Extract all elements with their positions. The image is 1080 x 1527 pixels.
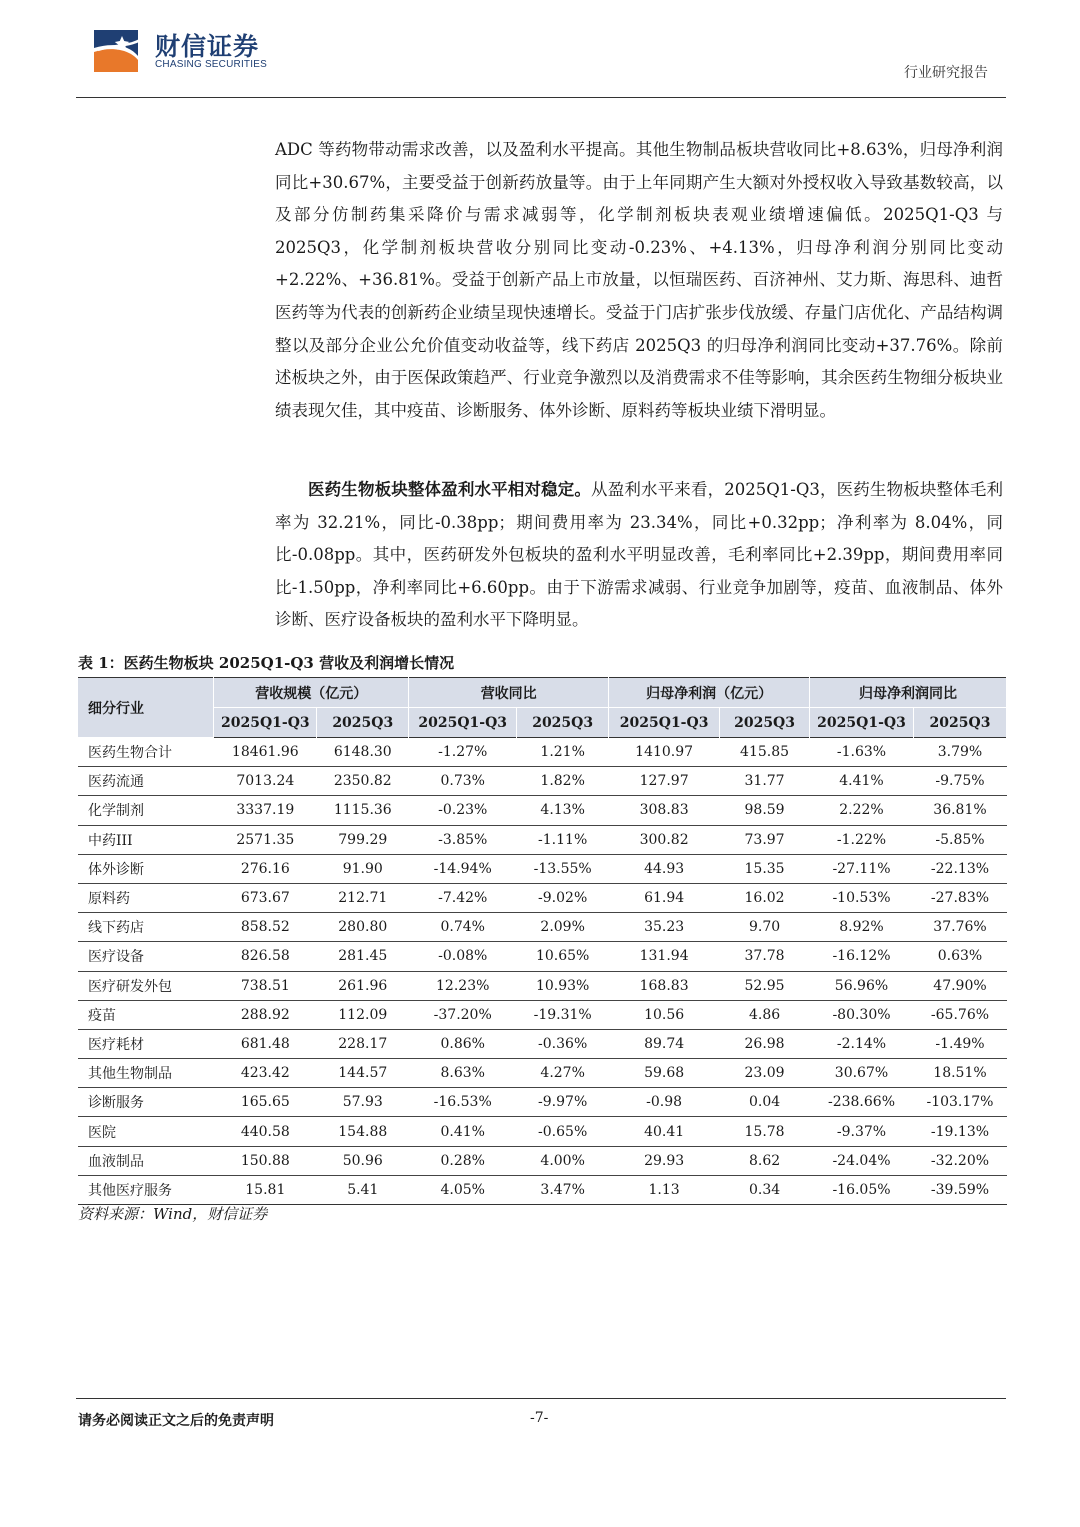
page-header: [0, 0, 1080, 100]
period-header: 2025Q3: [517, 708, 609, 738]
value-cell: 26.98: [720, 1029, 810, 1058]
value-cell: -0.98: [609, 1088, 720, 1117]
period-header: 2025Q3: [913, 708, 1006, 738]
value-cell: -65.76%: [913, 1000, 1006, 1029]
value-cell: 150.88: [214, 1146, 317, 1175]
period-header: 2025Q1-Q3: [810, 708, 914, 738]
value-cell: 738.51: [214, 971, 317, 1000]
value-cell: 4.86: [720, 1000, 810, 1029]
value-cell: -2.14%: [810, 1029, 914, 1058]
paragraph-2-body: 从盈利水平来看，2025Q1-Q3，医药生物板块整体毛利率为 32.21%，同比-0.38pp；期间费用率为 23.34%，同比+0.32pp；净利率为 8.04%，同比-0.08pp。其中，医药研发外包板块的盈利水平明显改善，毛利率同比+2.39pp，期间费用率同比-1.50pp，净利率同比+6.60pp。由于下游需求减弱、行业竞争加剧等，疫苗、血液制品、体外诊断、医疗设备板块的盈利水平下降明显。: [275, 480, 1004, 630]
value-cell: -0.36%: [517, 1029, 609, 1058]
period-header: 2025Q1-Q3: [409, 708, 517, 738]
value-cell: 57.93: [317, 1088, 409, 1117]
industry-name-cell: 医疗研发外包: [78, 971, 214, 1000]
value-cell: 50.96: [317, 1146, 409, 1175]
paragraph-2-lead: 医药生物板块整体盈利水平相对稳定。: [308, 480, 592, 499]
value-cell: -80.30%: [810, 1000, 914, 1029]
value-cell: 9.70: [720, 913, 810, 942]
period-header: 2025Q1-Q3: [609, 708, 720, 738]
brand-name-cn: 财信证券: [155, 32, 260, 61]
group-header-revenue-yoy: 营收同比: [409, 678, 609, 708]
value-cell: -27.83%: [913, 883, 1006, 912]
group-header-revenue: 营收规模（亿元）: [214, 678, 409, 708]
value-cell: 1410.97: [609, 738, 720, 767]
industry-name-cell: 中药III: [78, 825, 214, 854]
value-cell: -7.42%: [409, 883, 517, 912]
value-cell: -27.11%: [810, 854, 914, 883]
value-cell: 4.05%: [409, 1175, 517, 1204]
value-cell: -1.22%: [810, 825, 914, 854]
industry-name-cell: 医药流通: [78, 767, 214, 796]
value-cell: -19.13%: [913, 1117, 1006, 1146]
period-header: 2025Q3: [720, 708, 810, 738]
table-row: [78, 883, 1007, 912]
value-cell: 2571.35: [214, 825, 317, 854]
value-cell: 18.51%: [913, 1059, 1006, 1088]
value-cell: 59.68: [609, 1059, 720, 1088]
industry-name-cell: 诊断服务: [78, 1088, 214, 1117]
brand-name-en: CHASING SECURITIES: [155, 59, 267, 70]
value-cell: 29.93: [609, 1146, 720, 1175]
value-cell: 1.82%: [517, 767, 609, 796]
table-row: [78, 913, 1007, 942]
value-cell: -9.97%: [517, 1088, 609, 1117]
value-cell: 23.09: [720, 1059, 810, 1088]
value-cell: 0.04: [720, 1088, 810, 1117]
value-cell: 10.65%: [517, 942, 609, 971]
value-cell: 276.16: [214, 854, 317, 883]
value-cell: 56.96%: [810, 971, 914, 1000]
value-cell: -32.20%: [913, 1146, 1006, 1175]
industry-name-cell: 医院: [78, 1117, 214, 1146]
table-row: [78, 738, 1007, 767]
value-cell: 3.47%: [517, 1175, 609, 1204]
value-cell: 37.78: [720, 942, 810, 971]
value-cell: -1.11%: [517, 825, 609, 854]
value-cell: 280.80: [317, 913, 409, 942]
value-cell: -0.08%: [409, 942, 517, 971]
value-cell: 6148.30: [317, 738, 409, 767]
value-cell: 154.88: [317, 1117, 409, 1146]
column-header-industry: 细分行业: [78, 678, 214, 738]
value-cell: -16.05%: [810, 1175, 914, 1204]
value-cell: 858.52: [214, 913, 317, 942]
value-cell: 673.67: [214, 883, 317, 912]
industry-name-cell: 化学制剂: [78, 796, 214, 825]
industry-name-cell: 其他医疗服务: [78, 1175, 214, 1204]
table-row: [78, 1146, 1007, 1175]
value-cell: -238.66%: [810, 1088, 914, 1117]
body-paragraph-2: [275, 474, 1003, 637]
report-type-label: 行业研究报告: [904, 65, 988, 81]
body-paragraph-1: ADC 等药物带动需求改善，以及盈利水平提高。其他生物制品板块营收同比+8.63%，归母净利润同比+30.67%，主要受益于创新药放量等。由于上年同期产生大额对外授权收入导致基数较高，以及部分仿制药集采降价与需求减弱等，化学制剂板块表观业绩增速偏低。2025Q1-Q3 与 2025Q3，化学制剂板块营收分别同比变动-0.23%、+4.13%，归母净利润分别同比变动+2.22%、+36.81%。受益于创新产品上市放量，以恒瑞医药、百济神州、艾力斯、海思科、迪哲医药等为代表的创新药企业绩呈现快速增长。受益于门店扩张步伐放缓、存量门店优化、产品结构调整以及部分企业公允价值变动收益等，线下药店 2025Q3 的归母净利润同比变动+37.76%。除前述板块之外，由于医保政策趋严、行业竞争激烈以及消费需求不佳等影响，其余医药生物细分板块业绩表现欠佳，其中疫苗、诊断服务、体外诊断、原料药等板块业绩下滑明显。: [275, 140, 1003, 420]
table-row: [78, 825, 1007, 854]
disclaimer-note: 请务必阅读正文之后的免责声明: [78, 1413, 274, 1429]
value-cell: 10.93%: [517, 971, 609, 1000]
table-row: [78, 942, 1007, 971]
value-cell: 165.65: [214, 1088, 317, 1117]
value-cell: 308.83: [609, 796, 720, 825]
value-cell: 423.42: [214, 1059, 317, 1088]
value-cell: 0.28%: [409, 1146, 517, 1175]
value-cell: 2.22%: [810, 796, 914, 825]
value-cell: 1115.36: [317, 796, 409, 825]
value-cell: -9.75%: [913, 767, 1006, 796]
industry-growth-table: [78, 677, 1007, 1205]
value-cell: 10.56: [609, 1000, 720, 1029]
industry-name-cell: 线下药店: [78, 913, 214, 942]
value-cell: 4.41%: [810, 767, 914, 796]
value-cell: 826.58: [214, 942, 317, 971]
value-cell: -3.85%: [409, 825, 517, 854]
industry-name-cell: 医疗耗材: [78, 1029, 214, 1058]
value-cell: 131.94: [609, 942, 720, 971]
value-cell: 2350.82: [317, 767, 409, 796]
footer-divider: [76, 1398, 1006, 1399]
value-cell: 440.58: [214, 1117, 317, 1146]
industry-name-cell: 医药生物合计: [78, 738, 214, 767]
value-cell: -9.02%: [517, 883, 609, 912]
value-cell: -0.23%: [409, 796, 517, 825]
table-caption: 表 1：医药生物板块 2025Q1-Q3 营收及利润增长情况: [78, 654, 455, 672]
value-cell: -19.31%: [517, 1000, 609, 1029]
value-cell: 40.41: [609, 1117, 720, 1146]
value-cell: 16.02: [720, 883, 810, 912]
value-cell: 300.82: [609, 825, 720, 854]
value-cell: 1.21%: [517, 738, 609, 767]
value-cell: 3337.19: [214, 796, 317, 825]
value-cell: -1.27%: [409, 738, 517, 767]
value-cell: 112.09: [317, 1000, 409, 1029]
value-cell: 4.13%: [517, 796, 609, 825]
value-cell: 228.17: [317, 1029, 409, 1058]
value-cell: 52.95: [720, 971, 810, 1000]
value-cell: 144.57: [317, 1059, 409, 1088]
value-cell: 15.35: [720, 854, 810, 883]
industry-name-cell: 其他生物制品: [78, 1059, 214, 1088]
value-cell: 30.67%: [810, 1059, 914, 1088]
value-cell: -9.37%: [810, 1117, 914, 1146]
value-cell: 0.73%: [409, 767, 517, 796]
value-cell: 98.59: [720, 796, 810, 825]
table-row: [78, 796, 1007, 825]
value-cell: 36.81%: [913, 796, 1006, 825]
value-cell: 8.63%: [409, 1059, 517, 1088]
page-number: -7-: [530, 1410, 549, 1426]
table-row: [78, 1088, 1007, 1117]
table-row: [78, 1000, 1007, 1029]
value-cell: 681.48: [214, 1029, 317, 1058]
value-cell: 44.93: [609, 854, 720, 883]
value-cell: -22.13%: [913, 854, 1006, 883]
value-cell: 8.92%: [810, 913, 914, 942]
value-cell: -1.49%: [913, 1029, 1006, 1058]
value-cell: -14.94%: [409, 854, 517, 883]
value-cell: 415.85: [720, 738, 810, 767]
value-cell: 18461.96: [214, 738, 317, 767]
value-cell: 8.62: [720, 1146, 810, 1175]
value-cell: -0.65%: [517, 1117, 609, 1146]
industry-name-cell: 体外诊断: [78, 854, 214, 883]
value-cell: -16.12%: [810, 942, 914, 971]
industry-name-cell: 医疗设备: [78, 942, 214, 971]
value-cell: 35.23: [609, 913, 720, 942]
value-cell: 31.77: [720, 767, 810, 796]
period-header: 2025Q1-Q3: [214, 708, 317, 738]
value-cell: 89.74: [609, 1029, 720, 1058]
value-cell: 12.23%: [409, 971, 517, 1000]
value-cell: 0.86%: [409, 1029, 517, 1058]
value-cell: 288.92: [214, 1000, 317, 1029]
value-cell: 281.45: [317, 942, 409, 971]
value-cell: 2.09%: [517, 913, 609, 942]
industry-name-cell: 血液制品: [78, 1146, 214, 1175]
value-cell: 0.41%: [409, 1117, 517, 1146]
value-cell: 7013.24: [214, 767, 317, 796]
value-cell: -13.55%: [517, 854, 609, 883]
value-cell: -16.53%: [409, 1088, 517, 1117]
value-cell: 168.83: [609, 971, 720, 1000]
value-cell: -103.17%: [913, 1088, 1006, 1117]
table-row: [78, 854, 1007, 883]
value-cell: 3.79%: [913, 738, 1006, 767]
table-row: [78, 767, 1007, 796]
value-cell: 212.71: [317, 883, 409, 912]
value-cell: 91.90: [317, 854, 409, 883]
value-cell: 15.81: [214, 1175, 317, 1204]
value-cell: 15.78: [720, 1117, 810, 1146]
value-cell: 61.94: [609, 883, 720, 912]
value-cell: 5.41: [317, 1175, 409, 1204]
value-cell: -10.53%: [810, 883, 914, 912]
value-cell: 0.74%: [409, 913, 517, 942]
chasing-securities-logo-icon: [92, 26, 148, 76]
value-cell: -39.59%: [913, 1175, 1006, 1204]
table-source-note: 资料来源：Wind，财信证券: [78, 1205, 268, 1223]
value-cell: 0.63%: [913, 942, 1006, 971]
value-cell: 73.97: [720, 825, 810, 854]
header-divider: [76, 97, 1006, 98]
value-cell: 799.29: [317, 825, 409, 854]
table-row: [78, 1117, 1007, 1146]
industry-name-cell: 原料药: [78, 883, 214, 912]
group-header-net-profit: 归母净利润（亿元）: [609, 678, 810, 708]
value-cell: 47.90%: [913, 971, 1006, 1000]
group-header-net-profit-yoy: 归母净利润同比: [810, 678, 1007, 708]
value-cell: -1.63%: [810, 738, 914, 767]
table-row: [78, 1029, 1007, 1058]
table-row: [78, 1059, 1007, 1088]
value-cell: 1.13: [609, 1175, 720, 1204]
table-row: [78, 1175, 1007, 1204]
value-cell: 37.76%: [913, 913, 1006, 942]
value-cell: -5.85%: [913, 825, 1006, 854]
table-row: [78, 971, 1007, 1000]
value-cell: 261.96: [317, 971, 409, 1000]
value-cell: 4.27%: [517, 1059, 609, 1088]
value-cell: 127.97: [609, 767, 720, 796]
value-cell: 4.00%: [517, 1146, 609, 1175]
value-cell: -37.20%: [409, 1000, 517, 1029]
value-cell: -24.04%: [810, 1146, 914, 1175]
period-header: 2025Q3: [317, 708, 409, 738]
industry-name-cell: 疫苗: [78, 1000, 214, 1029]
value-cell: 0.34: [720, 1175, 810, 1204]
table-body: [78, 738, 1007, 1205]
